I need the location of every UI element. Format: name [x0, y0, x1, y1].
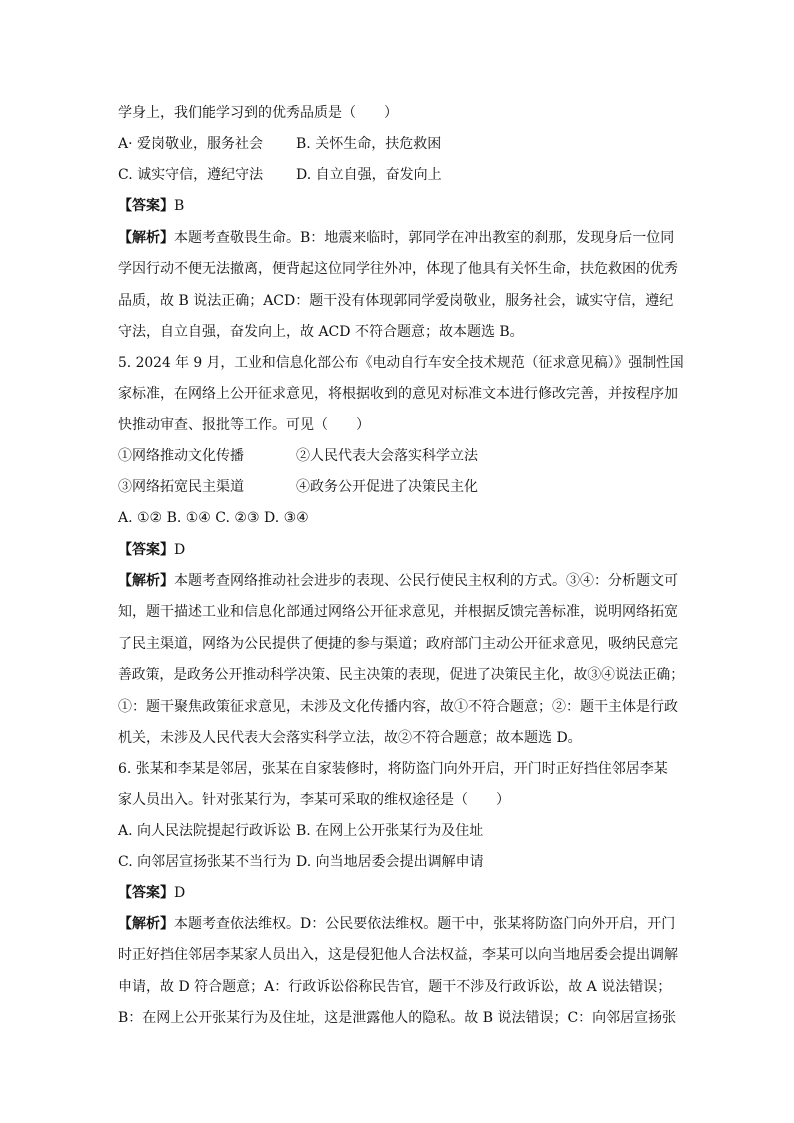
q4-analysis-line-4: 守法，自立自强，奋发向上，故 ACD 不符合题意；故本题选 B。 — [118, 324, 524, 340]
answer-tag: 【答案】 — [118, 198, 174, 214]
answer-tag: 【答案】 — [118, 885, 174, 901]
q4-option-b: B. 关怀生命，扶危救困 — [296, 136, 442, 152]
q6-options-row-2 — [118, 852, 484, 872]
q5-items-row-1 — [118, 446, 478, 466]
q6-option-c: C. 向邻居宣扬张某不当行为 — [118, 854, 292, 870]
q4-stem: 学身上，我们能学习到的优秀品质是（ ） — [118, 105, 398, 121]
analysis-tag: 【解析】 — [118, 916, 174, 932]
q4-option-c: C. 诚实守信，遵纪守法 — [118, 167, 264, 183]
analysis-text: 本题考查敬畏生命。B：地震来临时，郭同学在冲出教室的刹那，发现身后一位同 — [174, 230, 675, 246]
answer-value: D — [174, 542, 186, 558]
q4-answer — [118, 196, 184, 216]
q5-stem-line-2: 家标准，在网络上公开征求意见，将根据收到的意见对标准文本进行修改完善，并按程序加 — [118, 386, 678, 402]
q5-analysis-line-2: 知，题干描述工业和信息化部通过网络公开征求意见，并根据反馈完善标准，说明网络拓宽 — [118, 604, 678, 620]
q6-answer — [118, 883, 185, 903]
q4-analysis-line-3: 品质，故 B 说法正确；ACD：题干没有体现郭同学爱岗敬业，服务社会，诚实守信，遵纪 — [118, 293, 674, 309]
q6-option-b: B. 在网上公开张某行为及住址 — [296, 823, 484, 839]
q6-analysis-line-2: 时正好挡住邻居李某家人员出入，这是侵犯他人合法权益，李某可以向当地居委会提出调解 — [118, 947, 678, 963]
q6-analysis-line-4: B：在网上公开张某行为及住址，这是泄露他人的隐私。故 B 说法错误；C：向邻居宣扬张 — [118, 1010, 677, 1026]
q5-analysis-line-6: 机关，未涉及人民代表大会落实科学立法，故②不符合题意；故本题选 D。 — [118, 730, 582, 746]
q6-stem-line-1: 6. 张某和李某是邻居，张某在自家装修时，将防盗门向外开启，开门时正好挡住邻居李某 — [118, 761, 668, 777]
q6-stem-line-2: 家人员出入。针对张某行为，李某可采取的维权途径是（ ） — [118, 792, 510, 808]
q5-item-2: ②人民代表大会落实科学立法 — [296, 448, 478, 464]
answer-value: D — [174, 885, 186, 901]
q5-analysis-line-5: ①：题干聚焦政策征求意见，未涉及文化传播内容，故①不符合题意；②：题干主体是行政 — [118, 699, 678, 715]
q6-options-row-1 — [118, 821, 483, 841]
q6-option-a: A. 向人民法院提起行政诉讼 — [118, 823, 292, 839]
q5-answer — [118, 540, 185, 560]
q6-analysis-line-3: 申请，故 D 符合题意；A：行政诉讼俗称民告官，题干不涉及行政诉讼，故 A 说法错误； — [118, 979, 672, 995]
analysis-tag: 【解析】 — [118, 573, 174, 589]
q5-stem-line-1: 5. 2024 年 9 月，工业和信息化部公布《电动自行车安全技术规范（征求意见稿）》强制性国 — [118, 355, 684, 371]
q5-item-3: ③网络拓宽民主渠道 — [118, 479, 244, 495]
q5-analysis-line-4: 善政策，是政务公开推动科学决策、民主决策的表现，促进了决策民主化，故③④说法正确； — [118, 667, 685, 683]
q5-analysis-line-3: 了民主渠道，网络为公民提供了便捷的参与渠道；政府部门主动公开征求意见，吸纳民意完 — [118, 636, 678, 652]
q4-option-d: D. 自立自强，奋发向上 — [296, 167, 442, 183]
q4-analysis-line-1 — [118, 228, 674, 248]
analysis-text: 本题考查依法维权。D：公民要依法维权。题干中，张某将防盗门向外开启，开门 — [174, 916, 676, 932]
q4-options-row-1 — [118, 134, 441, 154]
q4-options-row-2 — [118, 165, 442, 185]
q5-stem-line-3: 快推动审查、报批等工作。可见（ ） — [118, 417, 370, 433]
q5-items-row-2 — [118, 477, 478, 497]
q5-analysis-line-1 — [118, 571, 678, 591]
q5-options: A. ①② B. ①④ C. ②③ D. ③④ — [118, 510, 309, 526]
q6-analysis-line-1 — [118, 914, 675, 934]
q5-item-4: ④政务公开促进了决策民主化 — [296, 479, 478, 495]
q4-analysis-line-2: 学因行动不便无法撤离，便背起这位同学往外冲，体现了他具有关怀生命，扶危救困的优秀 — [118, 261, 678, 277]
answer-tag: 【答案】 — [118, 542, 174, 558]
q4-option-a: A· 爱岗敬业，服务社会 — [118, 136, 264, 152]
q5-item-1: ①网络推动文化传播 — [118, 448, 244, 464]
analysis-text: 本题考查网络推动社会进步的表现、公民行使民主权利的方式。③④：分析题文可 — [174, 573, 678, 589]
answer-value: B — [174, 198, 185, 214]
q6-option-d: D. 向当地居委会提出调解申请 — [296, 854, 484, 870]
analysis-tag: 【解析】 — [118, 230, 174, 246]
